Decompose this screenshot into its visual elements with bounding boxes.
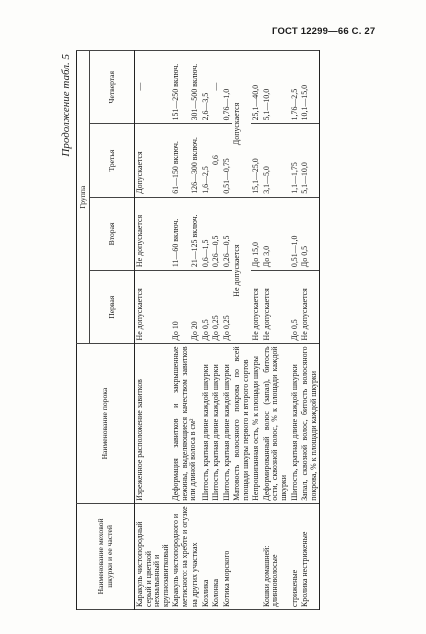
- cell-second: До 15,0: [251, 197, 262, 270]
- table-row: [222, 51, 233, 610]
- cell-fourth: 25,1—40,0: [251, 51, 262, 124]
- cell-first: До 0,5: [290, 271, 301, 344]
- cell-third: Допускается: [135, 124, 172, 197]
- cell-name: Козлика: [201, 503, 212, 609]
- cell-defect: Деформация завитков и закрышенные нежины, выделяющиеся качеством завитков или длиной волоса в см²: [171, 344, 201, 503]
- cell-fourth: 151—250 включ.: [171, 51, 190, 124]
- cell-third: 61—150 включ.: [171, 124, 190, 197]
- cell-second: 0,26—0,5: [211, 197, 222, 270]
- cell-name: стриженые: [290, 503, 301, 609]
- cell-fourth: 301—500 включ.: [190, 51, 201, 124]
- header-first: Первая: [90, 271, 135, 344]
- header-name: Наименование меховой шкурки и ее частей: [77, 503, 135, 609]
- cell-fourth: 0,76—1,0: [222, 51, 233, 124]
- cell-second: До 0,5: [300, 197, 320, 270]
- cell-first: До 0,25: [211, 271, 222, 344]
- table-row: [190, 51, 201, 610]
- cell-name: Кролика нестриженые: [300, 503, 320, 609]
- cell-defect: Матовость волосяного покрова по всей площади шкуры первого и второго сортов: [232, 344, 251, 503]
- cell-second: 0,6—1,5: [201, 197, 212, 270]
- cell-defect: Непрошипанная ость, % к площади шкуры: [251, 344, 262, 503]
- cell-first-second-merged: Не допускается: [232, 197, 251, 344]
- cell-first: Не допускается: [251, 271, 262, 344]
- cell-defect: Шитость, кратная длине каждой шкурки: [222, 344, 233, 503]
- table-row: [135, 51, 172, 610]
- table-row: [290, 51, 301, 610]
- cell-first: Не допускается: [135, 271, 172, 344]
- cell-third: 5,1—10,0: [300, 124, 320, 197]
- cell-name: Каракуль чистопородного и метисного: на хребте и огузке: [171, 503, 190, 609]
- cell-first: До 0,25: [222, 271, 233, 344]
- header-group: Группа: [77, 51, 90, 344]
- cell-second: Не допускается: [135, 197, 172, 270]
- table-row: [171, 51, 190, 610]
- cell-name: Каракуль чистопородный серый и цветной нехвалынный и крупнозавитковый: [135, 503, 172, 609]
- cell-second: 21—125 включ.: [190, 197, 201, 270]
- table-row: [201, 51, 212, 610]
- cell-defect: Шитость, кратная длине каждой шкурки: [201, 344, 212, 503]
- table-caption: Продолжение табл. 5: [60, 54, 72, 157]
- cell-third: 0,6: [211, 124, 222, 197]
- cell-third: 3,1—5,0: [262, 124, 290, 197]
- table-row: [262, 51, 290, 610]
- cell-defect: Изреженное расположение завитков: [135, 344, 172, 503]
- table-row: [300, 51, 320, 610]
- cell-fourth: —: [211, 51, 222, 124]
- cell-second: 0,51—1,0: [290, 197, 301, 270]
- defects-table: [76, 50, 320, 610]
- header-fourth: Четвертая: [90, 51, 135, 124]
- cell-second: 11—60 включ.: [171, 197, 190, 270]
- cell-first: Не допускается: [300, 271, 320, 344]
- header-third: Третья: [90, 124, 135, 197]
- cell-name: Котика морского: [222, 503, 262, 609]
- cell-name: Кошки домашней: длинноволосые: [262, 503, 290, 609]
- cell-fourth: 5,1—10,0: [262, 51, 290, 124]
- header-defect: Наименование порока: [77, 344, 135, 503]
- cell-fourth: 10,1—15,0: [300, 51, 320, 124]
- cell-defect: Деформированный волос (запал), битость ости, сквозной волос, % к площади каждой шкурки: [262, 344, 290, 503]
- cell-defect: Запал, сквозной волос, битость волосяного покрова, % к площади каждой шкурки: [300, 344, 320, 503]
- cell-first: До 10: [171, 271, 190, 344]
- page-header: ГОСТ 12299—66 С. 27: [272, 26, 376, 37]
- table-row: [211, 51, 222, 610]
- cell-third: 0,51—0,75: [222, 124, 233, 197]
- cell-third: 1,6—2,5: [201, 124, 212, 197]
- cell-defect: Шитость, кратная длине каждой шкурки: [211, 344, 222, 503]
- cell-third: 1,1—1,75: [290, 124, 301, 197]
- cell-first: До 20: [190, 271, 201, 344]
- cell-third: 15,1—25,0: [251, 124, 262, 197]
- cell-defect: Шитость, кратная длине каждой шкурки: [290, 344, 301, 503]
- cell-third: 126—300 включ.: [190, 124, 201, 197]
- cell-fourth: 1,76—2,5: [290, 51, 301, 124]
- cell-second: До 3,0: [262, 197, 290, 270]
- cell-first: Не допускается: [262, 271, 290, 344]
- cell-fourth: —: [135, 51, 172, 124]
- cell-name: на других участках: [190, 503, 201, 609]
- cell-third-fourth-merged: Допускается: [232, 51, 251, 198]
- cell-fourth: 2,6—3,5: [201, 51, 212, 124]
- cell-second: 0,26—0,5: [222, 197, 233, 270]
- cell-first: До 0,5: [201, 271, 212, 344]
- rotated-table-container: [50, 50, 400, 610]
- header-second: Вторая: [90, 197, 135, 270]
- cell-name: Колонка: [211, 503, 222, 609]
